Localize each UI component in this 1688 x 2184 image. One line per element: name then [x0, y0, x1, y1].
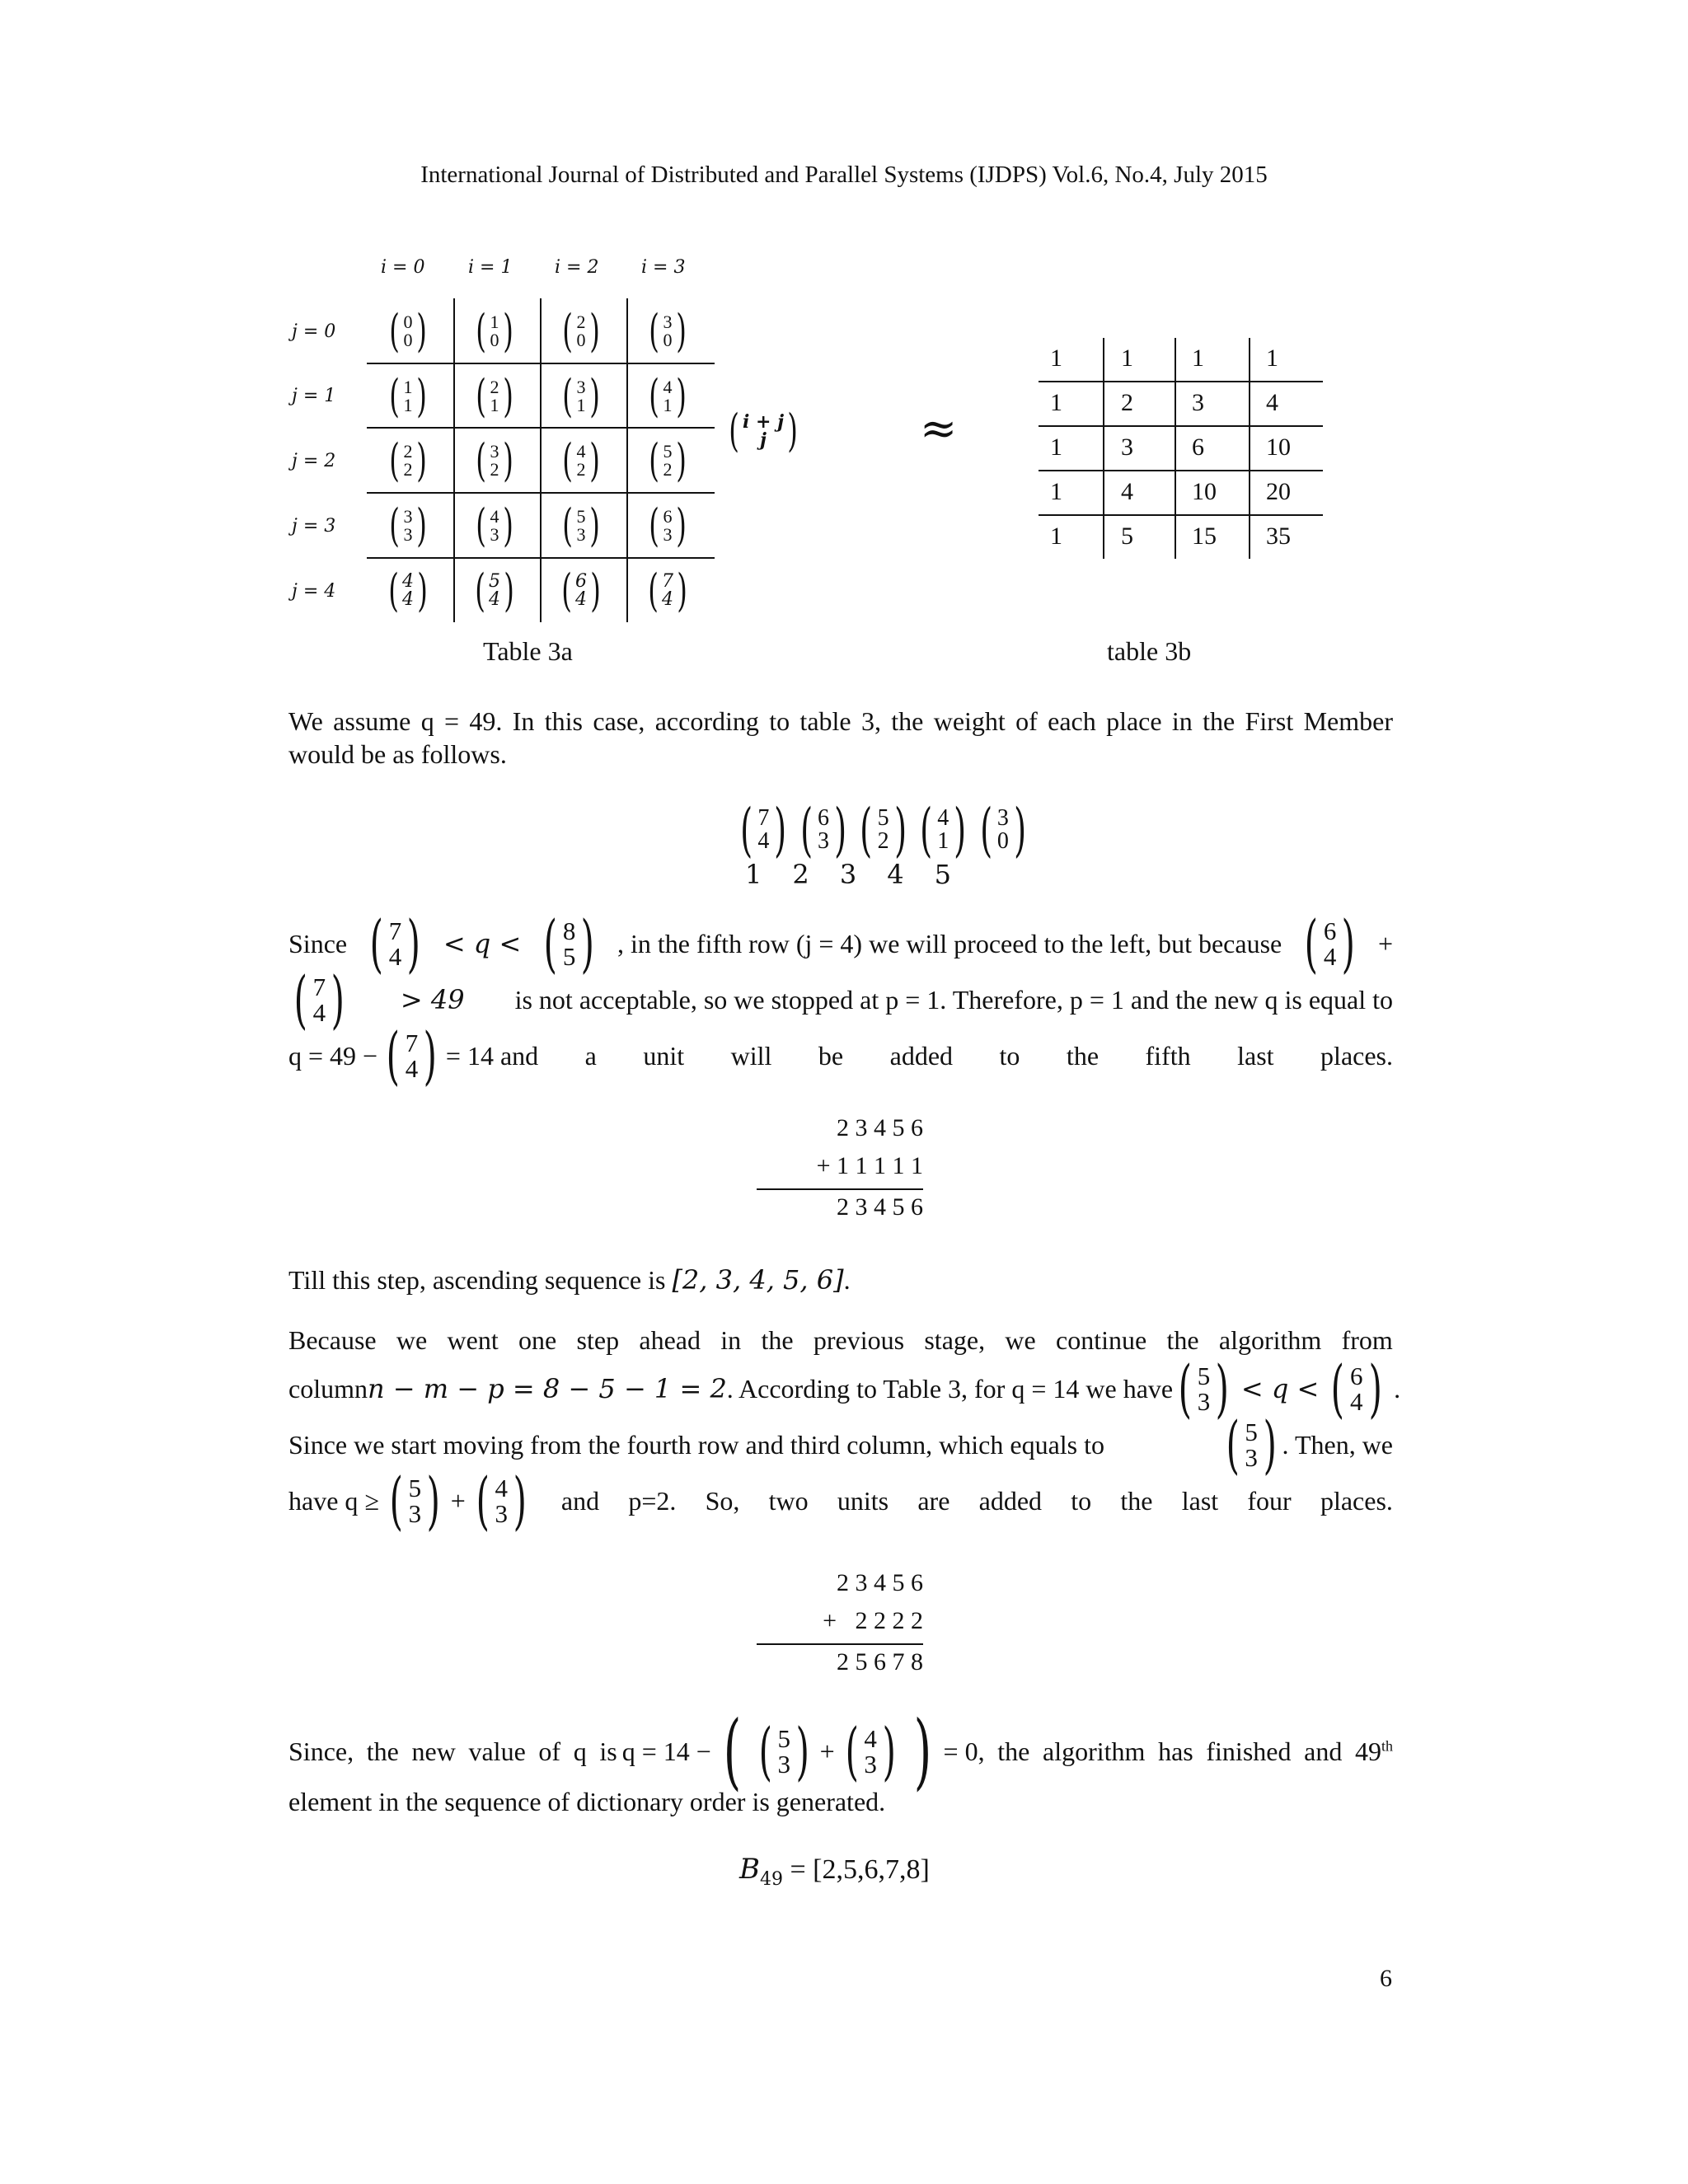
sum-rule — [757, 1188, 923, 1190]
paragraph-4-line-3: Since we start moving from the fourth row and third column, which equals to ( 5 3 ) . Then, we — [288, 1408, 1393, 1481]
grid-vline — [453, 298, 455, 622]
row-label-4: j = 4 — [292, 581, 336, 602]
paragraph-2-line-2: ( 7 4 ) > 49 is not acceptable, so we stopped at p = 1. Therefore, p = 1 and the new q is equal to — [293, 963, 1393, 1036]
binom: ( 5 2 ) — [860, 796, 907, 864]
binom-cell: ( 5 3 ) — [562, 499, 600, 551]
col-label-1: i = 1 — [468, 257, 513, 278]
binom-cell: ( 3 3 ) — [389, 499, 427, 551]
table-cell: 5 — [1121, 523, 1133, 550]
paragraph-2-line-1: Since ( 7 4 ) < q < ( 8 5 ) , in the fifth row (j = 4) we will proceed to the left, but because ( 6 4 ) + — [288, 907, 1393, 980]
grid-vline — [626, 298, 628, 622]
table-3b-caption: table 3b — [1107, 636, 1192, 666]
paragraph-1: We assume q = 49. In this case, according to table 3, the weight of each place in the First Member would be as follows. — [288, 706, 1393, 769]
table-cell: 10 — [1266, 434, 1291, 461]
paragraph-3: Till this step, ascending sequence is [2, 3, 4, 5, 6]. — [288, 1264, 851, 1296]
grid-hline — [1039, 514, 1323, 516]
row-label-2: j = 2 — [292, 451, 336, 471]
binom-cell: ( 0 0 ) — [389, 305, 427, 357]
binom-cell: ( 1 0 ) — [476, 305, 513, 357]
binom-cell: ( 6 3 ) — [649, 499, 687, 551]
weights-binoms — [735, 796, 1031, 864]
big-paren-open: ( — [723, 1703, 742, 1799]
paragraph-4-line-1: Because we went one step ahead in the previous stage, we continue the algorithm from — [288, 1324, 1393, 1355]
table-cell: 2 — [1121, 389, 1133, 416]
approx-symbol: ≈ — [920, 402, 958, 454]
sum-line: 2 3 4 5 6 — [837, 1569, 923, 1596]
binom: ( 4 1 ) — [920, 796, 967, 864]
sum-line: 2 3 4 5 6 — [837, 1193, 923, 1221]
binom-cell: ( 4 4 ) — [388, 565, 428, 616]
binom-cell: ( 3 1 ) — [562, 370, 600, 422]
running-header: International Journal of Distributed and Parallel Systems (IJDPS) Vol.6, No.4, July 2015 — [420, 162, 1268, 188]
sum-line: + 2 2 2 2 — [823, 1607, 923, 1634]
binom-cell: ( 4 2 ) — [562, 434, 600, 486]
grid-hline — [1039, 470, 1323, 471]
table-cell: 20 — [1266, 478, 1291, 505]
binom-cell: ( 3 0 ) — [649, 305, 687, 357]
row-label-3: j = 3 — [292, 516, 336, 537]
binom-cell: ( 4 1 ) — [649, 370, 687, 422]
binom-cell: ( 4 3 ) — [476, 499, 513, 551]
binom-cell: ( 2 0 ) — [562, 305, 600, 357]
table-3a-caption: Table 3a — [483, 636, 573, 666]
row-label-1: j = 1 — [292, 386, 336, 406]
col-label-2: i = 2 — [555, 257, 599, 278]
sum-line: 2 5 6 7 8 — [837, 1648, 923, 1675]
page-number: 6 — [1380, 1965, 1392, 1992]
big-paren-close: ) — [913, 1703, 931, 1799]
table-cell: 10 — [1192, 478, 1217, 505]
row-label-0: j = 0 — [292, 321, 336, 342]
grid-vline — [1175, 338, 1176, 559]
col-label-3: i = 3 — [641, 257, 686, 278]
binom-cell: ( 2 1 ) — [476, 370, 513, 422]
sum-line: + 1 1 1 1 1 — [816, 1152, 923, 1179]
binom-cell: ( 5 2 ) — [649, 434, 687, 486]
binomial-formula: ( i + j j ) — [729, 405, 798, 457]
binom-cell: ( 1 1 ) — [389, 370, 427, 422]
binom: ( 6 3 ) — [799, 796, 847, 864]
result-equation: $B_{49} = [2,5,6,7,8]$ — [739, 1853, 930, 1890]
paragraph-5-line-1: Since, the new value of q is q = 14 − ( ( 5 3 ) + ( 4 3 ) ) = 0, the algorithm has finished and 49th — [288, 1703, 1393, 1799]
weights-positions: 1 2 3 4 5 — [745, 859, 951, 890]
table-cell: 1 — [1050, 523, 1062, 550]
table-cell: 1 — [1121, 344, 1133, 372]
paragraph-2-line-3: q = 49 − ( 7 4 ) = 14 and a unit will be added to the fifth last places. — [288, 1019, 1393, 1092]
table-cell: 1 — [1192, 344, 1204, 372]
table-cell: 4 — [1266, 389, 1278, 416]
binom-cell: ( 2 2 ) — [389, 434, 427, 486]
table-cell: 3 — [1121, 434, 1133, 461]
binom: ( 7 4 ) — [740, 796, 787, 864]
grid-hline — [1039, 381, 1323, 382]
col-label-0: i = 0 — [381, 257, 425, 278]
binom-cell: ( 5 4 ) — [475, 565, 514, 616]
grid-hline — [1039, 425, 1323, 427]
paragraph-5-line-2: element in the sequence of dictionary order is generated. — [288, 1787, 886, 1816]
binom-cell: ( 6 4 ) — [561, 565, 601, 616]
paragraph-4-line-2: column n − m − p = 8 − 5 − 1 = 2 . According to Table 3, for q = 14 we have ( 5 3 ) < q < ( 6 4 ) . — [288, 1352, 1401, 1425]
table-cell: 4 — [1121, 478, 1133, 505]
table-cell: 1 — [1050, 478, 1062, 505]
table-cell: 1 — [1266, 344, 1278, 372]
table-cell: 35 — [1266, 523, 1291, 550]
table-cell: 3 — [1192, 389, 1204, 416]
binom-cell: ( 3 2 ) — [476, 434, 513, 486]
paragraph-4-line-4: have q ≥ ( 5 3 ) + ( 4 3 ) and p=2. So, two units are added to the last four places. — [288, 1464, 1393, 1537]
table-cell: 15 — [1192, 523, 1217, 550]
table-cell: 1 — [1050, 344, 1062, 372]
table-cell: 6 — [1192, 434, 1204, 461]
binom: ( 3 0 ) — [979, 796, 1026, 864]
grid-vline — [1249, 338, 1250, 559]
grid-vline — [1103, 338, 1104, 559]
grid-vline — [540, 298, 542, 622]
table-cell: 1 — [1050, 389, 1062, 416]
sum-line: 2 3 4 5 6 — [837, 1114, 923, 1141]
sum-rule — [757, 1643, 923, 1645]
binom-cell: ( 7 4 ) — [648, 565, 687, 616]
table-cell: 1 — [1050, 434, 1062, 461]
